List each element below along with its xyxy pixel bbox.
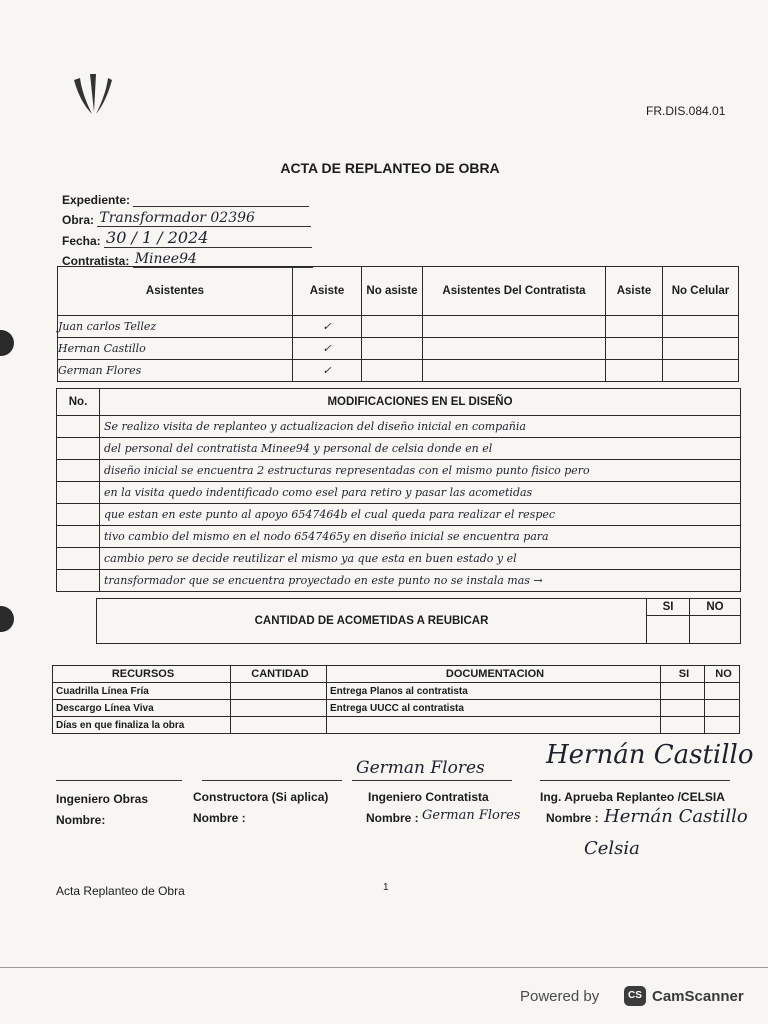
modification-line: transformador que se encuentra proyectado en este punto no se instala mas → bbox=[57, 570, 741, 592]
attendee-check: ✓ bbox=[293, 316, 362, 338]
doc-label: Entrega UUCC al contratista bbox=[327, 700, 661, 717]
col-cantidad: CANTIDAD bbox=[231, 666, 327, 683]
document-code: FR.DIS.084.01 bbox=[646, 104, 726, 118]
doc-label: Entrega Planos al contratista bbox=[327, 683, 661, 700]
meta-contratista: Contratista: Minee94 bbox=[62, 253, 313, 268]
hole-punch bbox=[0, 330, 14, 356]
nombre-label: Nombre: bbox=[56, 813, 106, 827]
resources-table bbox=[52, 665, 740, 734]
col-documentacion: DOCUMENTACION bbox=[327, 666, 661, 683]
divider bbox=[0, 967, 768, 968]
attendee-check: ✓ bbox=[293, 360, 362, 382]
role-ingeniero-obras: Ingeniero Obras bbox=[56, 792, 149, 806]
acometidas-no: NO bbox=[690, 599, 741, 616]
contratista-signature: German Flores bbox=[356, 758, 485, 778]
acometidas-table bbox=[96, 598, 741, 644]
nombre-label: Nombre : bbox=[366, 811, 419, 825]
modification-line: del personal del contratista Minee94 y personal de celsia donde en el bbox=[57, 438, 741, 460]
resource-label: Cuadrilla Línea Fría bbox=[53, 683, 231, 700]
document-title: ACTA DE REPLANTEO DE OBRA bbox=[280, 160, 500, 176]
col-no-asiste: No asiste bbox=[362, 267, 423, 316]
resource-label: Días en que finaliza la obra bbox=[53, 717, 231, 734]
hole-punch bbox=[0, 606, 14, 632]
modification-line: que estan en este punto al apoyo 6547464b el cual queda para realizar el respec bbox=[57, 504, 741, 526]
camscanner-name: CamScanner bbox=[652, 988, 744, 1005]
role-celsia: Ing. Aprueba Replanteo /CELSIA bbox=[540, 790, 725, 804]
attendee-name: Hernan Castillo bbox=[58, 338, 293, 360]
camscanner-icon: CS bbox=[624, 986, 646, 1006]
nombre-label: Nombre : bbox=[193, 811, 246, 825]
attendance-table bbox=[57, 266, 739, 382]
signature-line-constructora bbox=[202, 780, 342, 781]
col-no: No. bbox=[57, 389, 100, 416]
meta-expediente: Expediente: bbox=[62, 192, 309, 207]
acometidas-si: SI bbox=[647, 599, 690, 616]
attendee-check: ✓ bbox=[293, 338, 362, 360]
attendee-name: German Flores bbox=[58, 360, 293, 382]
celsia-signature: Hernán Castillo bbox=[546, 740, 754, 770]
table-row bbox=[58, 316, 739, 338]
nombre-label: Nombre : bbox=[546, 811, 599, 825]
table-row bbox=[53, 683, 740, 700]
celsia-name: Hernán Castillo bbox=[604, 806, 748, 827]
resource-label: Descargo Línea Viva bbox=[53, 700, 231, 717]
role-constructora: Constructora (Si aplica) bbox=[193, 790, 329, 804]
col-no: NO bbox=[705, 666, 740, 683]
modification-line: tivo cambio del mismo en el nodo 6547465y en diseño inicial se encuentra para bbox=[57, 526, 741, 548]
col-asistentes: Asistentes bbox=[58, 267, 293, 316]
page-number: 1 bbox=[383, 882, 389, 893]
celsia-company: Celsia bbox=[584, 838, 640, 859]
col-recursos: RECURSOS bbox=[53, 666, 231, 683]
modification-line: cambio pero se decide reutilizar el mismo ya que esta en buen estado y el bbox=[57, 548, 741, 570]
table-row bbox=[53, 717, 740, 734]
col-asiste: Asiste bbox=[293, 267, 362, 316]
modification-line: Se realizo visita de replanteo y actualizacion del diseño inicial en compañia bbox=[57, 416, 741, 438]
modification-line: diseño inicial se encuentra 2 estructuras representadas con el mismo punto fisico pero bbox=[57, 460, 741, 482]
meta-fecha: Fecha: 30 / 1 / 2024 bbox=[62, 233, 312, 248]
modifications-header: MODIFICACIONES EN EL DISEÑO bbox=[100, 389, 741, 416]
modifications-table bbox=[56, 388, 741, 592]
table-row bbox=[53, 700, 740, 717]
col-asiste-contratista: Asiste bbox=[606, 267, 663, 316]
footer-note: Acta Replanteo de Obra bbox=[56, 884, 185, 898]
signature-line-obras bbox=[56, 780, 182, 781]
acometidas-label: CANTIDAD DE ACOMETIDAS A REUBICAR bbox=[97, 599, 647, 644]
table-row bbox=[58, 360, 739, 382]
signature-line-contratista bbox=[352, 780, 512, 781]
company-logo-icon bbox=[70, 72, 116, 116]
table-row bbox=[58, 338, 739, 360]
powered-by-label: Powered by bbox=[520, 988, 600, 1005]
attendee-name: Juan carlos Tellez bbox=[58, 316, 293, 338]
contratista-name: German Flores bbox=[422, 808, 521, 823]
role-ingeniero-contratista: Ingeniero Contratista bbox=[368, 790, 489, 804]
modification-line: en la visita quedo indentificado como esel para retiro y pasar las acometidas bbox=[57, 482, 741, 504]
meta-obra: Obra: Transformador 02396 bbox=[62, 212, 311, 227]
col-si: SI bbox=[661, 666, 705, 683]
col-no-celular: No Celular bbox=[663, 267, 739, 316]
col-asistentes-contratista: Asistentes Del Contratista bbox=[423, 267, 606, 316]
signature-line-celsia bbox=[540, 780, 730, 781]
